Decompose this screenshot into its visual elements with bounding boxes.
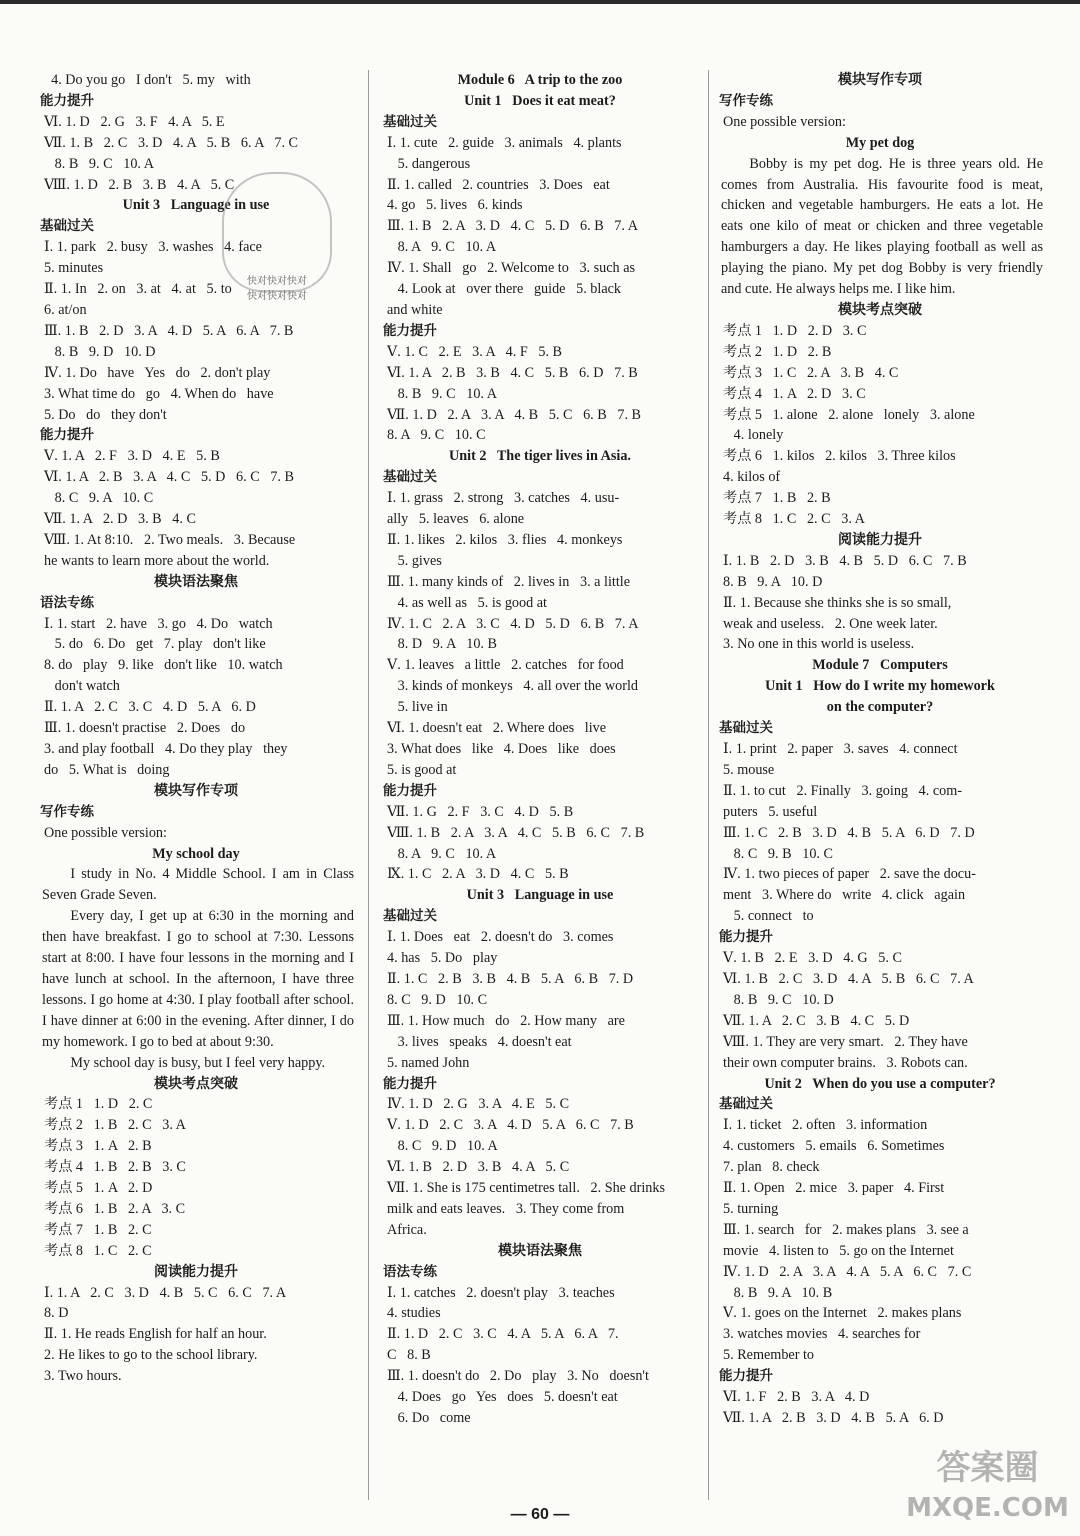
answer-line: 3. and play football 4. Do they play they xyxy=(44,741,288,757)
section-heading: 基础过关 xyxy=(383,908,437,925)
answer-line: 3. Two hours. xyxy=(44,1368,122,1385)
answer-line: Ⅶ. 1. A 2. C 3. B 4. C 5. D xyxy=(723,1012,910,1029)
answer-line: Ⅲ. 1. doesn't do 2. Do play 3. No doesn't xyxy=(387,1368,649,1385)
answer-line: Ⅱ. 1. Because she thinks she is so small, xyxy=(723,594,952,611)
answer-line: Ⅲ. 1. many kinds of 2. lives in 3. a little xyxy=(387,573,631,590)
answer-line: 8. C 9. D 10. A xyxy=(387,1138,498,1155)
answer-line: 4. Look at over there guide 5. black xyxy=(387,281,622,298)
answer-line: Ⅶ. 1. B 2. C 3. D 4. A 5. B 6. A 7. C xyxy=(44,134,299,151)
answer-line: do 5. What is doing xyxy=(44,761,170,778)
answer-line: 8. B 9. D 10. D xyxy=(44,343,156,360)
answer-line: 5. mouse xyxy=(723,761,775,778)
answer-line: Ⅷ. 1. D 2. B 3. B 4. A 5. C xyxy=(44,176,235,193)
answer-line: Ⅳ. 1. D 2. G 3. A 4. E 5. C xyxy=(387,1096,570,1113)
answer-line: Ⅴ. 1. C 2. E 3. A 4. F 5. B xyxy=(387,343,563,360)
unit-title: on the computer? xyxy=(826,699,934,716)
answer-line: Ⅱ. 1. Open 2. mice 3. paper 4. First xyxy=(723,1180,945,1197)
answer-line: 4. go 5. lives 6. kinds xyxy=(387,197,523,214)
answer-line: he wants to learn more about the world. xyxy=(44,552,270,569)
answer-line: Ⅴ. 1. goes on the Internet 2. makes plans xyxy=(723,1305,962,1322)
answer-line: Ⅳ. 1. C 2. A 3. C 4. D 5. D 6. B 7. A xyxy=(387,615,639,632)
answer-line: Ⅷ. 1. At 8:10. 2. Two meals. 3. Because xyxy=(44,531,296,548)
essay-paragraph: My school day is busy, but I feel very happy. xyxy=(70,1054,326,1071)
answer-line: 3. watches movies 4. searches for xyxy=(723,1326,921,1343)
answer-line: 考点 2 1. B 2. C 3. A xyxy=(44,1117,186,1134)
watermark-logo-url: MXQE.COM xyxy=(906,1493,1069,1523)
answer-line: 8. B 9. C 10. A xyxy=(387,385,497,402)
answer-line: 8. A 9. C 10. A xyxy=(387,845,497,862)
answer-line: 3. No one in this world is useless. xyxy=(723,636,915,653)
section-heading: 能力提升 xyxy=(40,427,94,444)
section-heading: 能力提升 xyxy=(383,782,437,799)
answer-line: 8. B 9. C 10. D xyxy=(723,991,834,1008)
unit-title: Module 7 Computers xyxy=(812,657,948,674)
section-heading: 语法专练 xyxy=(383,1263,437,1280)
answer-line: 5. turning xyxy=(723,1200,779,1217)
answer-line: Ⅳ. 1. two pieces of paper 2. save the docu- xyxy=(723,866,976,883)
essay-paragraph: Bobby is my pet dog. He is three years old. He comes from Australia. His favourite food is meat, chicken and vegetable hamburgers. He eats a lot. He eats one kilo of meat or chicken and three vegetable hamburgers a day. He likes playing football as well as playing the piano. My pet dog Bobby is very friendly and cute. He always helps me. I like him. xyxy=(721,155,1047,298)
answer-line: Ⅲ. 1. How much do 2. How many are xyxy=(387,1012,625,1029)
answer-line: ment 3. Where do write 4. click again xyxy=(723,887,966,904)
answer-line: 5. gives xyxy=(387,552,442,569)
unit-title: Module 6 A trip to the zoo xyxy=(457,72,623,88)
answer-line: 考点 8 1. C 2. C xyxy=(44,1242,152,1259)
answer-line: Ⅱ. 1. likes 2. kilos 3. flies 4. monkeys xyxy=(387,531,623,548)
answer-line: 考点 2 1. D 2. B xyxy=(723,343,832,360)
answer-line: 考点 4 1. B 2. B 3. C xyxy=(44,1159,186,1176)
answer-line: 8. D 9. A 10. B xyxy=(387,636,497,653)
unit-title: Unit 1 Does it eat meat? xyxy=(464,92,616,109)
module-heading: 模块写作专项 xyxy=(154,782,238,799)
section-heading: 能力提升 xyxy=(383,322,437,339)
answer-line: 3. kinds of monkeys 4. all over the world xyxy=(387,678,639,695)
answer-line: Ⅷ. 1. B 2. A 3. A 4. C 5. B 6. C 7. B xyxy=(387,824,645,841)
unit-title: Unit 2 When do you use a computer? xyxy=(764,1075,996,1092)
answer-line: Ⅰ. 1. Does eat 2. doesn't do 3. comes xyxy=(387,929,614,946)
answer-line: 5. is good at xyxy=(387,761,457,778)
answer-line: Ⅲ. 1. search for 2. makes plans 3. see a xyxy=(723,1221,969,1238)
answer-line: 考点 8 1. C 2. C 3. A xyxy=(723,511,865,528)
column-divider-2 xyxy=(708,70,709,1500)
answer-line: 5. Do do they don't xyxy=(44,406,167,423)
answer-line: 考点 3 1. C 2. A 3. B 4. C xyxy=(723,364,899,381)
answer-line: 考点 7 1. B 2. B xyxy=(723,490,831,507)
unit-title: Unit 2 The tiger lives in Asia. xyxy=(449,448,631,465)
module-heading: 模块考点突破 xyxy=(154,1075,238,1092)
answer-line: Ⅱ. 1. D 2. C 3. C 4. A 5. A 6. A 7. xyxy=(387,1326,619,1343)
answer-line: Ⅶ. 1. A 2. B 3. D 4. B 5. A 6. D xyxy=(723,1410,944,1426)
answer-line: Ⅲ. 1. doesn't practise 2. Does do xyxy=(44,720,246,737)
answer-line: 5. do 6. Do get 7. play don't like xyxy=(44,636,266,653)
watermark-logo-cn: 答案圈 xyxy=(936,1448,1039,1488)
answer-line: 8. do play 9. like don't like 10. watch xyxy=(44,657,283,674)
essay-paragraph: I study in No. 4 Middle School. I am in Class Seven Grade Seven. xyxy=(42,866,358,904)
section-heading: 写作专练 xyxy=(719,92,773,109)
answer-column-2 xyxy=(381,70,699,1500)
answer-line: Ⅴ. 1. leaves a little 2. catches for food xyxy=(387,657,624,674)
answer-line: Ⅶ. 1. A 2. D 3. B 4. C xyxy=(44,511,196,528)
answer-line: 8. B 9. C 10. A xyxy=(44,155,154,172)
section-heading: 基础过关 xyxy=(383,469,437,486)
answer-line: 3. What does like 4. Does like does xyxy=(387,741,616,757)
answer-line: 考点 3 1. A 2. B xyxy=(44,1138,152,1155)
answer-line: 4. has 5. Do play xyxy=(387,950,498,967)
answer-line: 考点 6 1. B 2. A 3. C xyxy=(44,1200,186,1217)
answer-line: 考点 5 1. alone 2. alone lonely 3. alone xyxy=(723,406,975,423)
answer-line: don't watch xyxy=(44,678,120,695)
answer-line: 5. connect to xyxy=(723,908,814,925)
section-heading: 基础过关 xyxy=(719,1096,773,1113)
module-heading: 模块考点突破 xyxy=(838,301,922,318)
answer-line: Ⅰ. 1. grass 2. strong 3. catches 4. usu- xyxy=(387,490,620,507)
answer-line: 8. A 9. C 10. C xyxy=(387,427,486,444)
answer-line: 考点 4 1. A 2. D 3. C xyxy=(723,385,866,402)
unit-title: My school day xyxy=(152,845,240,862)
answer-line: 8. C 9. D 10. C xyxy=(387,991,488,1008)
answer-line: 考点 1 1. D 2. C xyxy=(44,1096,153,1113)
answer-line: 8. D xyxy=(44,1305,69,1322)
section-heading: 基础过关 xyxy=(383,113,437,130)
answer-line: 考点 1 1. D 2. D 3. C xyxy=(723,322,867,339)
answer-line: movie 4. listen to 5. go on the Internet xyxy=(723,1242,954,1259)
answer-line: Ⅰ. 1. catches 2. doesn't play 3. teaches xyxy=(387,1284,615,1301)
answer-line: and white xyxy=(387,301,443,318)
answer-line: 8. C 9. B 10. C xyxy=(723,845,833,862)
answer-line: 8. B 9. A 10. D xyxy=(723,573,823,590)
answer-line: Ⅰ. 1. cute 2. guide 3. animals 4. plants xyxy=(387,134,622,151)
module-heading: 阅读能力提升 xyxy=(838,531,922,548)
unit-title: Unit 3 Language in use xyxy=(122,197,270,214)
answer-line: Ⅰ. 1. ticket 2. often 3. information xyxy=(723,1117,928,1134)
answer-line: 考点 6 1. kilos 2. kilos 3. Three kilos xyxy=(723,448,956,465)
section-heading: 写作专练 xyxy=(40,803,94,820)
answer-line: 7. plan 8. check xyxy=(723,1159,820,1176)
answer-line: Ⅵ. 1. F 2. B 3. A 4. D xyxy=(723,1389,870,1406)
unit-title: Unit 1 How do I write my homework xyxy=(765,678,995,695)
answer-line: 8. B 9. A 10. B xyxy=(723,1284,833,1301)
page-number: — 60 — xyxy=(510,1506,570,1523)
answer-line: 2. He likes to go to the school library. xyxy=(44,1347,258,1364)
answer-line: milk and eats leaves. 3. They come from xyxy=(387,1200,625,1217)
answer-line: Ⅲ. 1. B 2. D 3. A 4. D 5. A 6. A 7. B xyxy=(44,322,294,339)
module-heading: 模块语法聚焦 xyxy=(498,1242,582,1259)
answer-line: Ⅵ. 1. B 2. D 3. B 4. A 5. C xyxy=(387,1159,570,1176)
answer-line: Ⅴ. 1. A 2. F 3. D 4. E 5. B xyxy=(44,448,220,465)
answer-line: 5. named John xyxy=(387,1054,470,1071)
answer-line: One possible version: xyxy=(723,113,846,130)
answer-line: 4. customers 5. emails 6. Sometimes xyxy=(723,1138,945,1155)
answer-column-3 xyxy=(717,70,1047,1500)
answer-line: Ⅱ. 1. to cut 2. Finally 3. going 4. com- xyxy=(723,782,962,799)
answer-line: Ⅵ. 1. A 2. B 3. A 4. C 5. D 6. C 7. B xyxy=(44,469,294,486)
section-heading: 能力提升 xyxy=(40,92,94,109)
unit-title: Unit 3 Language in use xyxy=(466,887,614,904)
answer-line: 3. lives speaks 4. doesn't eat xyxy=(387,1033,572,1050)
answer-line: ally 5. leaves 6. alone xyxy=(387,511,525,528)
answer-line: 考点 7 1. B 2. C xyxy=(44,1221,152,1238)
answer-line: Ⅱ. 1. He reads English for half an hour. xyxy=(44,1326,267,1343)
answer-line: 4. Does go Yes does 5. doesn't eat xyxy=(387,1389,618,1406)
answer-line: One possible version: xyxy=(44,824,167,841)
answer-line: Ⅰ. 1. print 2. paper 3. saves 4. connect xyxy=(723,741,958,757)
answer-line: Ⅵ. 1. B 2. C 3. D 4. A 5. B 6. C 7. A xyxy=(723,970,974,987)
section-heading: 能力提升 xyxy=(719,1368,773,1385)
answer-line: Ⅲ. 1. B 2. A 3. D 4. C 5. D 6. B 7. A xyxy=(387,218,638,235)
answer-line: Ⅰ. 1. park 2. busy 3. washes 4. face xyxy=(44,239,262,256)
answer-line: weak and useless. 2. One week later. xyxy=(723,615,938,632)
answer-line: Ⅶ. 1. G 2. F 3. C 4. D 5. B xyxy=(387,803,574,820)
answer-line: Ⅱ. 1. C 2. B 3. B 4. B 5. A 6. B 7. D xyxy=(387,970,634,987)
answer-line: 4. kilos of xyxy=(723,469,781,486)
essay-paragraph: Every day, I get up at 6:30 in the morning and then have breakfast. I go to school at 7:30. Lessons start at 8:00. I have four lessons in the morning and I have lunch at school. In the afternoon, I have three lessons. I go home at 4:30. I play football after school. I have dinner at 6:00 in the evening. After dinner, I do my homework. I go to bed at about 9:30. xyxy=(42,908,358,1050)
answer-line: Ⅰ. 1. B 2. D 3. B 4. B 5. D 6. C 7. B xyxy=(723,552,967,569)
answer-line: Ⅱ. 1. In 2. on 3. at 4. at 5. to xyxy=(44,281,232,298)
answer-line: 6. at/on xyxy=(44,301,87,318)
answer-line: 考点 5 1. A 2. D xyxy=(44,1180,153,1197)
answer-line: 8. A 9. C 10. A xyxy=(387,239,497,256)
answer-line: Africa. xyxy=(387,1221,427,1238)
watermark-caption: 快对快对快对 快对快对快对 xyxy=(247,276,307,302)
answer-line: Ⅱ. 1. called 2. countries 3. Does eat xyxy=(387,176,610,193)
answer-line: Ⅰ. 1. A 2. C 3. D 4. B 5. C 6. C 7. A xyxy=(44,1284,287,1301)
answer-line: Ⅳ. 1. D 2. A 3. A 4. A 5. A 6. C 7. C xyxy=(723,1263,972,1280)
answer-line: 8. C 9. A 10. C xyxy=(44,490,154,507)
answer-line: 4. as well as 5. is good at xyxy=(387,594,547,611)
answer-line: Ⅷ. 1. They are very smart. 2. They have xyxy=(723,1033,968,1050)
answer-line: 3. What time do go 4. When do have xyxy=(44,385,274,402)
answer-line: Ⅳ. 1. Do have Yes do 2. don't play xyxy=(44,364,271,381)
answer-line: Ⅵ. 1. A 2. B 3. B 4. C 5. B 6. D 7. B xyxy=(387,364,638,381)
section-heading: 语法专练 xyxy=(40,594,94,611)
answer-line: 5. dangerous xyxy=(387,155,471,172)
top-border xyxy=(0,0,1080,4)
module-heading: 模块语法聚焦 xyxy=(154,573,238,590)
section-heading: 基础过关 xyxy=(40,218,94,235)
answer-line: 4. studies xyxy=(387,1305,441,1322)
answer-line: 5. minutes xyxy=(44,260,104,277)
answer-line: Ⅶ. 1. She is 175 centimetres tall. 2. She drinks xyxy=(387,1180,665,1197)
unit-title: My pet dog xyxy=(845,134,915,151)
module-heading: 模块写作专项 xyxy=(838,72,922,88)
answer-line: Ⅵ. 1. D 2. G 3. F 4. A 5. E xyxy=(44,113,225,130)
answer-line: Ⅴ. 1. B 2. E 3. D 4. G 5. C xyxy=(723,950,902,967)
answer-line: Ⅳ. 1. Shall go 2. Welcome to 3. such as xyxy=(387,260,636,277)
section-heading: 能力提升 xyxy=(383,1075,437,1092)
answer-line: 5. live in xyxy=(387,699,448,716)
section-heading: 基础过关 xyxy=(719,720,773,737)
section-heading: 能力提升 xyxy=(719,929,773,946)
column-divider-1 xyxy=(368,70,369,1500)
module-heading: 阅读能力提升 xyxy=(154,1263,238,1280)
answer-line: 4. Do you go I don't 5. my with xyxy=(44,72,251,88)
answer-line: Ⅲ. 1. C 2. B 3. D 4. B 5. A 6. D 7. D xyxy=(723,824,975,841)
answer-line: puters 5. useful xyxy=(723,803,818,820)
answer-line: 6. Do come xyxy=(387,1410,471,1426)
answer-line: Ⅰ. 1. start 2. have 3. go 4. Do watch xyxy=(44,615,273,632)
answer-line: 4. lonely xyxy=(723,427,784,444)
answer-column-1 xyxy=(38,70,358,1500)
answer-line: Ⅸ. 1. C 2. A 3. D 4. C 5. B xyxy=(387,866,569,883)
answer-line: Ⅶ. 1. D 2. A 3. A 4. B 5. C 6. B 7. B xyxy=(387,406,642,423)
answer-line: C 8. B xyxy=(387,1347,431,1364)
answer-line: their own computer brains. 3. Robots can. xyxy=(723,1054,968,1071)
answer-line: Ⅵ. 1. doesn't eat 2. Where does live xyxy=(387,720,607,737)
answer-line: Ⅴ. 1. D 2. C 3. A 4. D 5. A 6. C 7. B xyxy=(387,1117,634,1134)
answer-line: 5. Remember to xyxy=(723,1347,815,1364)
answer-line: Ⅱ. 1. A 2. C 3. C 4. D 5. A 6. D xyxy=(44,699,256,716)
